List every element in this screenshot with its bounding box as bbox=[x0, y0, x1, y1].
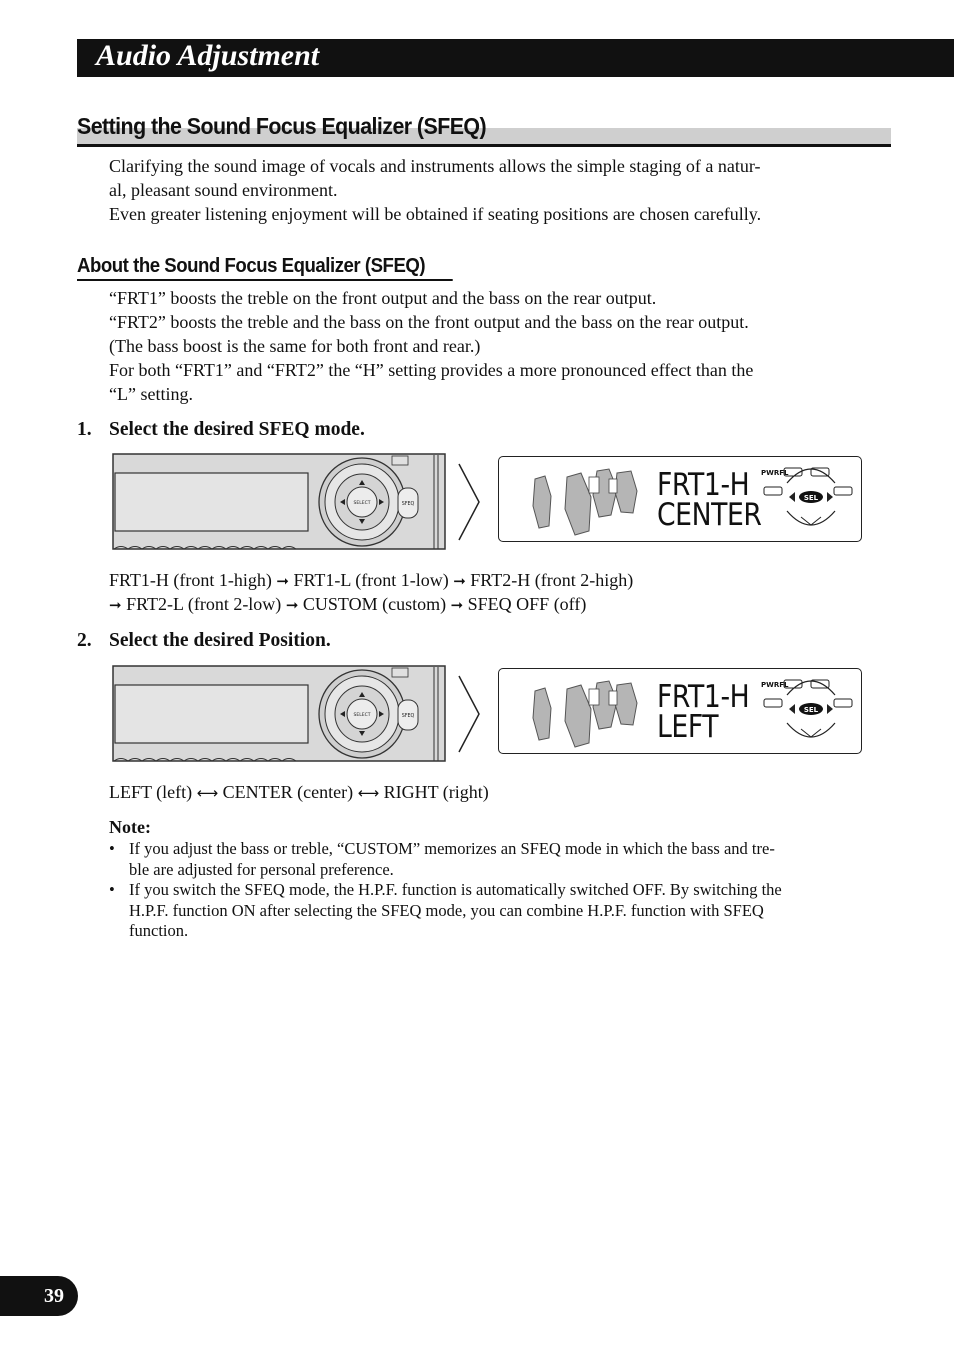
note-item-2: • If you switch the SFEQ mode, the H.P.F. function is automatically switched OFF. By switching the H.P.F. function ON after selecting the SFEQ mode, you can combine H.P.F. function with SFEQ function. bbox=[109, 880, 782, 940]
step-2-number: 2. bbox=[77, 630, 92, 651]
arrow-both-icon: ⟷ bbox=[196, 784, 219, 802]
step-1-heading bbox=[77, 418, 365, 442]
page-number-tab bbox=[0, 1276, 78, 1316]
lcd-display-2 bbox=[498, 668, 862, 754]
about-line-2: “FRT2” boosts the treble and the bass on the front output and the bass on the rear output. bbox=[109, 312, 749, 332]
header-bar bbox=[77, 39, 954, 77]
arrow-right-icon: ➞ bbox=[109, 596, 122, 614]
about-line-3: (The bass boost is the same for both front and rear.) bbox=[109, 336, 481, 356]
position-sequence: LEFT (left) ⟷ CENTER (center) ⟷ RIGHT (right) bbox=[109, 782, 489, 802]
sfeq-mode-sequence-line-2: ➞ FRT2-L (front 2-low) ➞ CUSTOM (custom) ➞ SFEQ OFF (off) bbox=[109, 594, 587, 614]
device-sfeq-label: SFEQ bbox=[401, 714, 415, 719]
sel-label: SEL bbox=[803, 706, 819, 714]
sfeq-mode-sequence-line-1: FRT1-H (front 1-high) ➞ FRT1-L (front 1-low) ➞ FRT2-H (front 2-high) bbox=[109, 570, 634, 590]
lcd-position-text: CENTER bbox=[657, 497, 762, 533]
page-number: 39 bbox=[44, 1285, 64, 1307]
header-title: Audio Adjustment bbox=[96, 39, 320, 72]
arrow-right-icon: ➞ bbox=[453, 572, 466, 590]
pwrfl-label: PWRFL bbox=[761, 469, 789, 477]
about-line-4: For both “FRT1” and “FRT2” the “H” setting provides a more pronounced effect than the bbox=[109, 360, 754, 380]
intro-line-3: Even greater listening enjoyment will be obtained if seating positions are chosen carefully. bbox=[109, 204, 762, 224]
head-unit-illustration-1 bbox=[112, 453, 446, 550]
section-title: Setting the Sound Focus Equalizer (SFEQ) bbox=[77, 113, 487, 139]
section-heading bbox=[77, 112, 891, 147]
about-title: About the Sound Focus Equalizer (SFEQ) bbox=[77, 253, 453, 281]
bullet-icon: • bbox=[109, 880, 115, 899]
lcd-mode-text: FRT1-H bbox=[657, 679, 750, 715]
arrow-right-icon: ➞ bbox=[285, 596, 299, 614]
arrow-both-icon: ⟷ bbox=[357, 784, 380, 802]
step-1-number: 1. bbox=[77, 419, 92, 440]
arrow-right-icon: ➞ bbox=[450, 596, 464, 614]
note-item-1: • If you adjust the bass or treble, “CUSTOM” memorizes an SFEQ mode in which the bass and tre- ble are adjusted for personal preference. bbox=[109, 839, 775, 879]
sel-label: SEL bbox=[803, 494, 819, 502]
bullet-icon: • bbox=[109, 839, 115, 858]
step-2-heading bbox=[77, 629, 331, 653]
arrow-right-icon: ➞ bbox=[276, 572, 289, 590]
device-sfeq-label: SFEQ bbox=[401, 502, 415, 507]
pwrfl-label: PWRFL bbox=[761, 681, 789, 689]
lcd-mode-text: FRT1-H bbox=[657, 467, 750, 503]
lcd-position-text: LEFT bbox=[657, 709, 719, 745]
note-label: Note: bbox=[109, 817, 151, 837]
step-2-label: Select the desired Position. bbox=[109, 630, 331, 651]
chevron-right-icon bbox=[457, 462, 481, 542]
device-select-label: SELECT bbox=[353, 501, 371, 506]
chevron-right-icon bbox=[457, 674, 481, 754]
section-title-rule bbox=[77, 144, 891, 147]
about-line-1: “FRT1” boosts the treble on the front output and the bass on the rear output. bbox=[109, 288, 657, 308]
about-line-5: “L” setting. bbox=[109, 384, 193, 404]
head-unit-illustration-2 bbox=[112, 665, 446, 762]
step-1-label: Select the desired SFEQ mode. bbox=[109, 419, 365, 440]
intro-line-1: Clarifying the sound image of vocals and instruments allows the simple staging of a natur- bbox=[109, 156, 761, 176]
intro-line-2: al, pleasant sound environment. bbox=[109, 180, 338, 200]
device-select-label: SELECT bbox=[353, 713, 371, 718]
lcd-display-1 bbox=[498, 456, 862, 542]
